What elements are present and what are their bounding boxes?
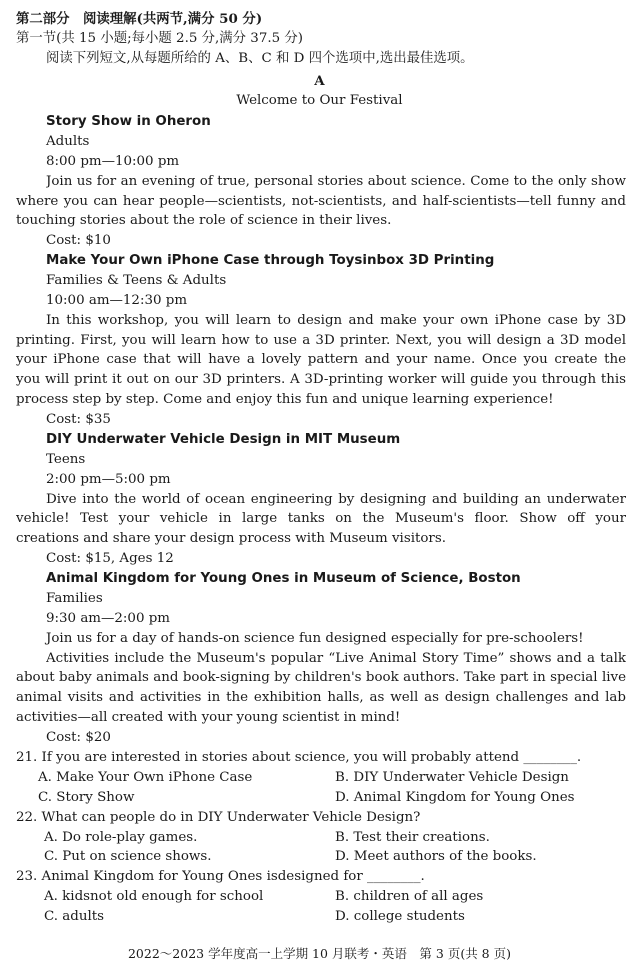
event-time: 9:30 am—2:00 pm [46,611,170,626]
event-name: Make Your Own iPhone Case through Toysinbox 3D Printing [46,253,495,268]
event-name: Animal Kingdom for Young Ones in Museum of Science, Boston [46,571,521,586]
option-c[interactable]: C. Story Show [38,790,135,805]
event-desc-line: process step by step. Come and enjoy this fun and unique learning experience! [16,392,554,407]
option-a[interactable]: A. Make Your Own iPhone Case [38,770,253,785]
option-c[interactable]: C. Put on science shows. [44,849,212,864]
option-d[interactable]: D. college students [335,909,465,924]
event-cost: Cost: $10 [46,233,111,248]
event-desc-line: Join us for an evening of true, personal stories about science. Come to the only show [46,174,626,189]
event-desc-line: your iPhone case that will have a lovely pattern and your name. Once you create the [16,352,626,367]
event-audience: Families [46,591,103,606]
question-stem: 22. What can people do in DIY Underwater Vehicle Design? [16,810,421,825]
option-b[interactable]: B. Test their creations. [335,830,490,845]
option-b[interactable]: B. DIY Underwater Vehicle Design [335,770,569,785]
event-time: 2:00 pm—5:00 pm [46,472,171,487]
option-b[interactable]: B. children of all ages [335,889,484,904]
event-time: 8:00 pm—10:00 pm [46,154,180,169]
question-stem: 23. Animal Kingdom for Young Ones isdesigned for ________. [16,869,425,884]
event-desc-line: you will print it out on our 3D printers. A 3D-printing worker will guide you through this [16,372,626,387]
event-cost: Cost: $15, Ages 12 [46,551,174,566]
event-desc-line: In this workshop, you will learn to design and make your own iPhone case by 3D [46,313,626,328]
event-cost: Cost: $35 [46,412,111,427]
question-stem: 21. If you are interested in stories about science, you will probably attend ________. [16,750,582,765]
option-d[interactable]: D. Animal Kingdom for Young Ones [335,790,575,805]
option-c[interactable]: C. adults [44,909,104,924]
event-desc-line: creations and share your design process with Museum visitors. [16,531,446,546]
event-desc-line: Join us for a day of hands-on science fun designed especially for pre-schoolers! [46,631,584,646]
event-desc-line: Activities include the Museum's popular “Live Animal Story Time” shows and a talk [46,651,626,666]
option-a[interactable]: A. Do role-play games. [44,830,198,845]
event-desc-line: where you can hear people—scientists, not-scientists, and half-scientists—tell funny and [16,194,626,209]
event-name: Story Show in Oheron [46,114,211,129]
event-desc-line: animal visits and activities in the exhibition halls, as well as design challenges and lab [16,690,626,705]
instruction: 阅读下列短文,从每题所给的 A、B、C 和 D 四个选项中,选出最佳选项。 [46,51,474,66]
event-audience: Adults [46,134,90,149]
event-desc-line: activities—all created with your young scientist in mind! [16,710,401,725]
page-footer: 2022～2023 学年度高一上学期 10 月联考・英语 第 3 页(共 8 页) [127,946,511,961]
event-desc-line: about baby animals and book-signing by children's book authors. Take part in special live [16,670,626,685]
event-desc-line: Dive into the world of ocean engineering by designing and building an underwater [46,492,626,507]
option-a[interactable]: A. kidsnot old enough for school [44,889,264,904]
event-desc-line: touching stories about the role of science in their lives. [16,213,392,228]
event-cost: Cost: $20 [46,730,111,745]
event-name: DIY Underwater Vehicle Design in MIT Museum [46,432,401,447]
event-time: 10:00 am—12:30 pm [46,293,188,308]
option-d[interactable]: D. Meet authors of the books. [335,849,537,864]
part-heading: 第二部分 阅读理解(共两节,满分 50 分) [16,11,263,27]
section-heading: 第一节(共 15 小题;每小题 2.5 分,满分 37.5 分) [16,31,303,46]
event-desc-line: vehicle! Test your vehicle in large tanks on the Museum's floor. Show off your [16,511,626,526]
passage-letter: A [314,73,325,89]
event-desc-line: printing. First, you will learn how to use a 3D printer. Next, you will design a 3D model [16,333,626,348]
event-audience: Teens [46,452,86,467]
event-audience: Families & Teens & Adults [46,273,227,288]
passage-title: Welcome to Our Festival [236,93,403,108]
